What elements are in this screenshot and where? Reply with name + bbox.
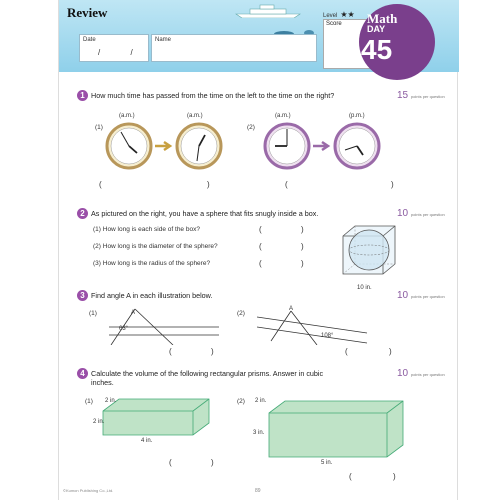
q2-answer-1-close: ) [301, 225, 304, 234]
question-4-points: 10 points per question [397, 368, 445, 379]
prism-figure-2 [267, 397, 407, 467]
q2-part3: (3) How long is the radius of the sphere? [93, 260, 211, 267]
q1-part2-label: (2) [247, 124, 255, 131]
question-1-number: 1 [77, 90, 88, 101]
q2-answer-2-close: ) [301, 242, 304, 251]
question-4-text-line-1: Calculate the volume of the following rectangular prisms. Answer in cubic [91, 369, 324, 378]
question-3-text: Find angle A in each illustration below. [91, 291, 213, 300]
q3-angle-A-2: A [289, 306, 294, 312]
q1-answer-2-open: ( [285, 180, 288, 189]
q3-angle-63: 63° [119, 326, 129, 332]
q4-part1-label: (1) [85, 398, 93, 405]
q3-answer-2-open: ( [345, 347, 348, 356]
level-indicator: Level ★★ [323, 10, 355, 19]
question-2-points: 10 points per question [397, 208, 445, 219]
q4-answer-2-open: ( [349, 472, 352, 481]
prism2-dim-height: 3 in. [253, 430, 265, 436]
clock-4-pm-label: (p.m.) [349, 113, 365, 119]
question-1-points: 15 points per question [397, 90, 445, 101]
q3-answer-2-close: ) [389, 347, 392, 356]
prism2-dim-length: 5 in. [321, 460, 333, 466]
angle-figure-1 [109, 305, 229, 345]
arrow-1 [155, 142, 170, 150]
q2-part1: (1) How long is each side of the box? [93, 226, 200, 233]
q1-answer-2-close: ) [391, 180, 394, 189]
clock-2-am-label: (a.m.) [187, 113, 203, 119]
arrow-2 [313, 142, 328, 150]
question-3-points: 10 points per question [397, 290, 445, 301]
clock-1-am-label: (a.m.) [119, 113, 135, 119]
q2-answer-2-open: ( [259, 242, 262, 251]
publisher-credit: ©Kumon Publishing Co.,Ltd. [63, 488, 114, 493]
prism1-dim-depth: 2 in. [105, 398, 117, 404]
date-field[interactable]: Date / / [79, 34, 149, 62]
clock-4 [335, 124, 379, 168]
q3-part1-label: (1) [89, 310, 97, 317]
page-number: 89 [255, 488, 261, 494]
q1-part1-label: (1) [95, 124, 103, 131]
prism1-dim-height: 2 in. [93, 419, 105, 425]
q4-part2-label: (2) [237, 398, 245, 405]
clock-3 [265, 124, 309, 168]
clock-3-am-label: (a.m.) [275, 113, 291, 119]
q1-answer-1-open: ( [99, 180, 102, 189]
sphere-in-box-figure [339, 222, 399, 284]
q1-answer-1-close: ) [207, 180, 210, 189]
prism-figure-1 [101, 395, 213, 447]
review-title: Review [67, 5, 108, 20]
q3-part2-label: (2) [237, 310, 245, 317]
q3-answer-1-close: ) [211, 347, 214, 356]
q3-angle-A-1: A [131, 310, 136, 316]
sphere-box-dimension: 10 in. [357, 285, 372, 291]
score-field[interactable]: Score [323, 19, 415, 69]
ship-illustration [234, 4, 304, 18]
prism1-dim-length: 4 in. [141, 438, 153, 444]
q4-answer-2-close: ) [393, 472, 396, 481]
q2-answer-3-open: ( [259, 259, 262, 268]
question-2-number: 2 [77, 208, 88, 219]
prism2-dim-depth: 2 in. [255, 398, 267, 404]
q3-answer-1-open: ( [169, 347, 172, 356]
question-4-text-line-2: inches. [91, 378, 114, 387]
q2-answer-3-close: ) [301, 259, 304, 268]
question-2-text: As pictured on the right, you have a sphere that fits snugly inside a box. [91, 209, 319, 218]
q4-answer-1-open: ( [169, 458, 172, 467]
level-stars: ★★ [340, 10, 355, 19]
question-4-number: 4 [77, 368, 88, 379]
q2-part2: (2) How long is the diameter of the sphere? [93, 243, 218, 250]
clock-1 [107, 124, 151, 168]
angle-figure-2 [257, 305, 377, 345]
q4-answer-1-close: ) [211, 458, 214, 467]
q2-answer-1-open: ( [259, 225, 262, 234]
math-day-badge: Math DAY 45 [359, 4, 435, 80]
question-1-text: How much time has passed from the time on the left to the time on the right? [91, 91, 335, 100]
name-field[interactable]: Name [151, 34, 317, 62]
question-3-number: 3 [77, 290, 88, 301]
worksheet-page [58, 0, 458, 500]
clocks-illustration [99, 120, 399, 170]
clock-2 [177, 124, 221, 168]
q3-angle-108: 108° [321, 333, 334, 339]
